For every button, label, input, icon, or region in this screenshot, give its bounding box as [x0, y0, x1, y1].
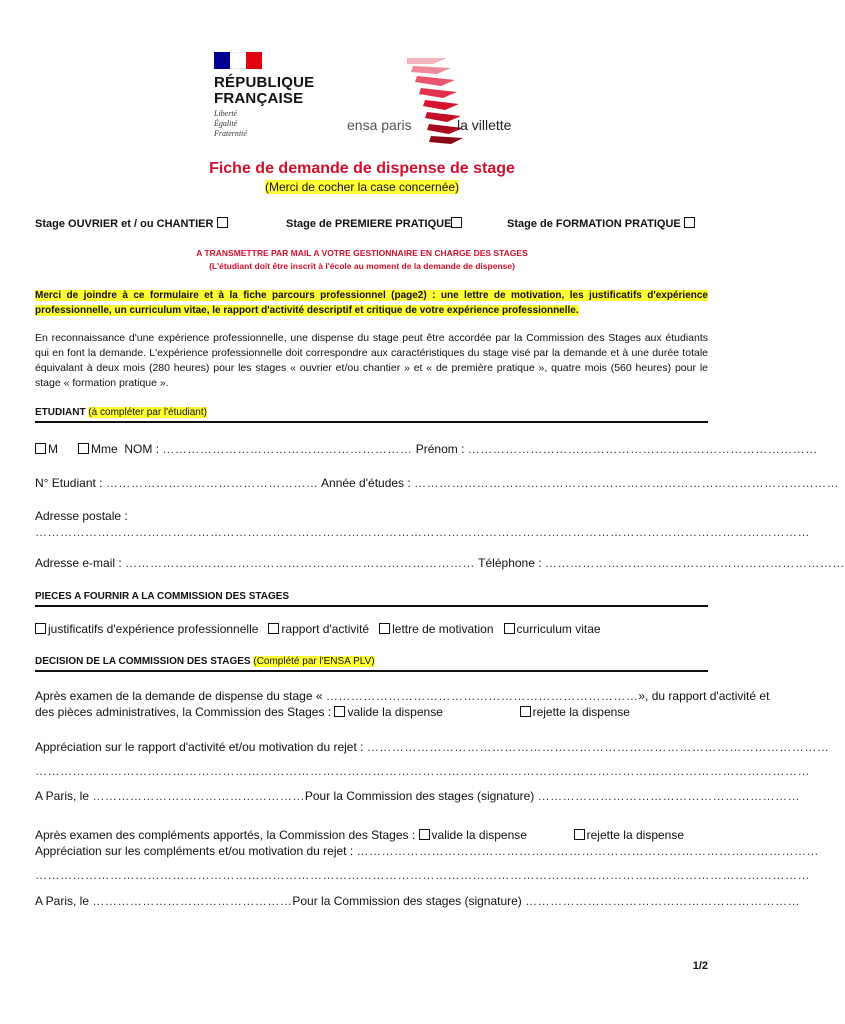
- student-section-heading: ETUDIANT (à compléter par l'étudiant): [35, 407, 708, 423]
- ensa-staircase-icon: [347, 54, 547, 154]
- stage-option-premiere-pratique[interactable]: Stage de PREMIERE PRATIQUE: [286, 217, 464, 230]
- signature1-row: A Paris, le ……………………………………………Pour la Commission des stages (signature) ………………………………………………………: [35, 789, 801, 803]
- exam1-line1: Après examen de la demande de dispense du stage « …………………………………………………………………», du rapport d'activité et: [35, 689, 770, 703]
- transmit-notice: A TRANSMETTRE PAR MAIL A VOTRE GESTIONNAIRE EN CHARGE DES STAGES: [196, 248, 528, 258]
- exam2-row: Après examen des compléments apportés, la Commission des Stages : valide la dispense rejette la dispense: [35, 828, 685, 842]
- year-input[interactable]: …………………………………………………………………………………………: [414, 476, 840, 490]
- signature1-input[interactable]: ………………………………………………………: [537, 789, 801, 803]
- checkbox-icon[interactable]: [684, 217, 695, 228]
- date1-input[interactable]: ……………………………………………: [92, 789, 305, 803]
- rf-motto-2: Égalité: [214, 119, 238, 128]
- page-subtitle: (Merci de cocher la case concernée): [264, 180, 460, 194]
- republique-francaise-logo: [214, 52, 324, 138]
- exam1-line2: des pièces administratives, la Commission des Stages : valide la dispense rejette la dispense: [35, 705, 630, 719]
- address-label: Adresse postale :: [35, 509, 128, 523]
- page-title: Fiche de demande de dispense de stage: [209, 160, 515, 177]
- decision-section-heading: DECISION DE LA COMMISSION DES STAGES (Complété par l'ENSA PLV): [35, 656, 708, 672]
- intro-paragraph: En reconnaissance d'une expérience professionnelle, une dispense du stage peut être accordée par la Commission des Stages aux étudiants qui en font la demande. L'expérience professionnelle doit correspondre aux caractéristiques du stage visé par la demande et à une durée totale équivalant à deux mois (280 heures) pour les stages « ouvrier et/ou chantier » et « de première pratique », quatre mois (560 heures) pour le stage « formation pratique ».: [35, 332, 708, 389]
- rf-name-line1: RÉPUBLIQUE: [214, 74, 315, 91]
- stage-option-formation-pratique[interactable]: Stage de FORMATION PRATIQUE: [507, 217, 697, 230]
- marianne-flag-icon: [214, 52, 262, 69]
- checkbox-rapport[interactable]: [268, 623, 279, 634]
- pieces-row: justificatifs d'expérience professionnelle rapport d'activité lettre de motivation curriculum vitae: [35, 622, 708, 636]
- instructions: Merci de joindre à ce formulaire et à la fiche parcours professionnel (page2) : une lettre de motivation, les justificatifs d'expérience professionnelle, un curriculum vitae, le rapport d'activité descriptif et critique de votre expérience professionnelle.: [35, 290, 708, 316]
- rf-motto-1: Liberté: [214, 109, 238, 118]
- checkbox-cv[interactable]: [504, 623, 515, 634]
- pieces-section-heading: PIECES A FOURNIR A LA COMMISSION DES STAGES: [35, 591, 708, 607]
- student-number-input[interactable]: ……………………………………………: [105, 476, 319, 490]
- checkbox-justificatifs[interactable]: [35, 623, 46, 634]
- date2-input[interactable]: …………………………………………: [92, 894, 293, 908]
- stage-option-ouvrier[interactable]: Stage OUVRIER et / ou CHANTIER: [35, 217, 230, 230]
- stage-name-input[interactable]: …………………………………………………………………: [325, 689, 639, 703]
- signature2-input[interactable]: …………………………………………………………: [525, 894, 801, 908]
- ensa-paris-text: ensa paris: [347, 117, 412, 133]
- ensa-logo: [347, 54, 547, 144]
- checkbox-m[interactable]: [35, 443, 46, 454]
- appreciation2-row: Appréciation sur les compléments et/ou motivation du rejet : …………………………………………………………………………………………………: [35, 844, 820, 858]
- contact-row: Adresse e-mail : ………………………………………………………………………… Téléphone : ………………………………………………………………: [35, 556, 845, 570]
- checkbox-icon[interactable]: [451, 217, 462, 228]
- rf-name-line2: FRANÇAISE: [214, 90, 304, 107]
- address-input[interactable]: ……………………………………………………………………………………………………………………………………………………………………: [35, 525, 810, 539]
- transmit-note: (L'étudiant doit être inscrit à l'école au moment de la demande de dispense): [209, 261, 515, 271]
- nom-input[interactable]: ……………………………………………………: [162, 442, 413, 456]
- appreciation1-input-line2[interactable]: ……………………………………………………………………………………………………………………………………………………………………: [35, 764, 810, 778]
- la-villette-text: la villette: [457, 117, 512, 133]
- phone-input[interactable]: ………………………………………………………………: [544, 556, 845, 570]
- checkbox-mme[interactable]: [78, 443, 89, 454]
- appreciation1-input[interactable]: …………………………………………………………………………………………………: [366, 740, 830, 754]
- checkbox-rejette-2[interactable]: [574, 829, 585, 840]
- checkbox-icon[interactable]: [217, 217, 228, 228]
- checkbox-valide-2[interactable]: [419, 829, 430, 840]
- rf-motto-3: Fraternité: [214, 129, 247, 138]
- checkbox-lettre[interactable]: [379, 623, 390, 634]
- page-number: 1/2: [692, 960, 708, 972]
- prenom-input[interactable]: …………………………………………………………………………: [467, 442, 818, 456]
- checkbox-rejette-1[interactable]: [520, 706, 531, 717]
- name-row: M Mme NOM : …………………………………………………… Prénom : …………………………………………………………………………: [35, 442, 708, 456]
- email-input[interactable]: …………………………………………………………………………: [125, 556, 476, 570]
- appreciation2-input[interactable]: …………………………………………………………………………………………………: [356, 844, 820, 858]
- checkbox-valide-1[interactable]: [334, 706, 345, 717]
- appreciation1-row: Appréciation sur le rapport d'activité et/ou motivation du rejet : …………………………………………………………………………………………………: [35, 740, 830, 754]
- signature2-row: A Paris, le …………………………………………Pour la Commission des stages (signature) …………………………………………………………: [35, 894, 801, 908]
- appreciation2-input-line2[interactable]: ……………………………………………………………………………………………………………………………………………………………………: [35, 868, 810, 882]
- student-number-row: N° Etudiant : …………………………………………… Année d'études : …………………………………………………………………………………………: [35, 476, 840, 490]
